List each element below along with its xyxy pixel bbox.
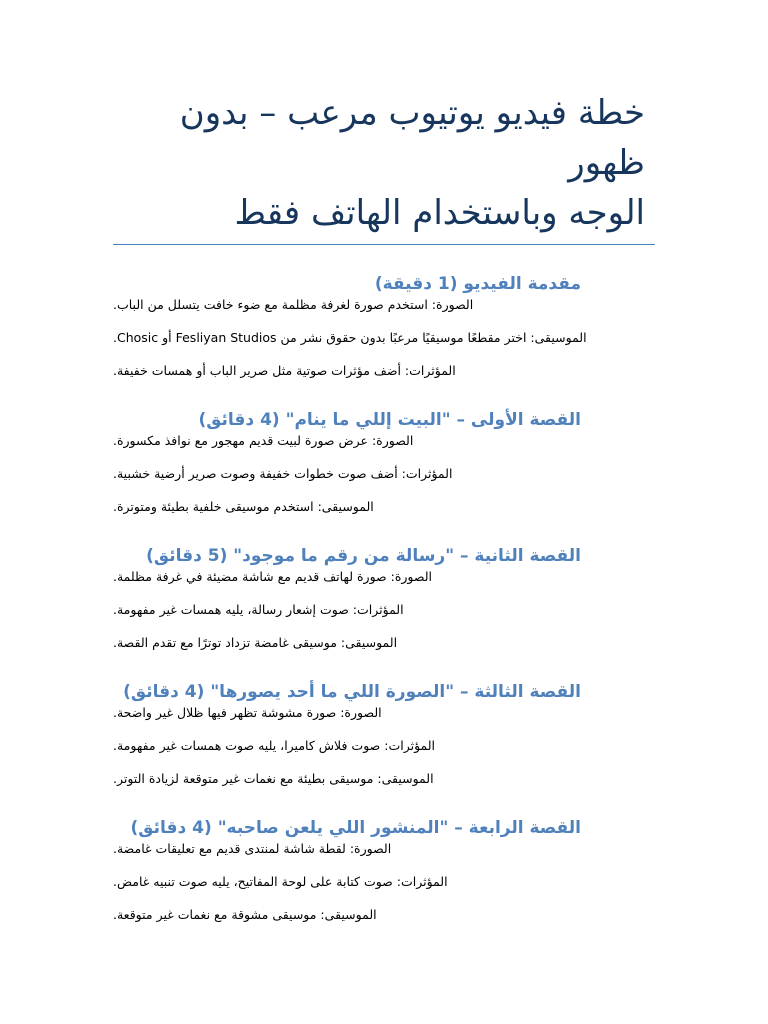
document-title bbox=[113, 0, 655, 238]
section-line-music: الموسيقى: موسيقى غامضة تزداد توترًا مع تقدم القصة. bbox=[113, 635, 398, 650]
section-heading: القصة الثانية – "رسالة من رقم ما موجود" (5 دقائق) bbox=[146, 546, 581, 566]
section-story-2 bbox=[113, 545, 655, 651]
title-divider bbox=[113, 244, 655, 245]
section-story-1 bbox=[113, 409, 655, 515]
section-story-3 bbox=[113, 681, 655, 787]
section-heading: مقدمة الفيديو (1 دقيقة) bbox=[374, 274, 581, 294]
section-line-effects: المؤثرات: صوت كتابة على لوحة المفاتيح، يليه صوت تنبيه غامض. bbox=[113, 874, 448, 889]
section-heading: القصة الرابعة – "المنشور اللي يلعن صاحبه" (4 دقائق) bbox=[130, 818, 581, 838]
section-line-image: الصورة: عرض صورة لبيت قديم مهجور مع نوافذ مكسورة. bbox=[113, 433, 414, 448]
section-line-music: الموسيقى: موسيقى مشوقة مع نغمات غير متوقعة. bbox=[113, 907, 377, 922]
section-line-music: الموسيقى: استخدم موسيقى خلفية بطيئة ومتوترة. bbox=[113, 499, 374, 514]
section-line-image: الصورة: صورة مشوشة تظهر فيها ظلال غير واضحة. bbox=[113, 705, 382, 720]
section-line-image: الصورة: استخدم صورة لغرفة مظلمة مع ضوء خافت يتسلل من الباب. bbox=[113, 297, 474, 312]
section-line-image: الصورة: لقطة شاشة لمنتدى قديم مع تعليقات غامضة. bbox=[113, 841, 392, 856]
section-line-music: الموسيقى: اختر مقطعًا موسيقيًا مرعبًا بدون حقوق نشر من Fesliyan Studios أو Chosic. bbox=[113, 330, 587, 345]
section-line-music: الموسيقى: موسيقى بطيئة مع نغمات غير متوقعة لزيادة التوتر. bbox=[113, 771, 434, 786]
section-line-image: الصورة: صورة لهاتف قديم مع شاشة مضيئة في غرفة مظلمة. bbox=[113, 569, 433, 584]
section-line-effects: المؤثرات: أضف مؤثرات صوتية مثل صرير الباب أو همسات خفيفة. bbox=[113, 363, 456, 378]
document-page bbox=[113, 0, 655, 923]
section-heading: القصة الثالثة – "الصورة اللي ما أحد يصورها" (4 دقائق) bbox=[123, 682, 581, 702]
section-line-effects: المؤثرات: أضف صوت خطوات خفيفة وصوت صرير أرضية خشبية. bbox=[113, 466, 453, 481]
section-line-effects: المؤثرات: صوت إشعار رسالة، يليه همسات غير مفهومة. bbox=[113, 602, 404, 617]
section-line-effects: المؤثرات: صوت فلاش كاميرا، يليه صوت همسات غير مفهومة. bbox=[113, 738, 436, 753]
document-title-line-1: خطة فيديو يوتيوب مرعب – بدون ظهور bbox=[179, 93, 645, 183]
document-title-line-2: الوجه وباستخدام الهاتف فقط bbox=[234, 193, 645, 233]
section-heading: القصة الأولى – "البيت إللي ما ينام" (4 دقائق) bbox=[198, 410, 581, 430]
section-story-4 bbox=[113, 817, 655, 923]
section-intro bbox=[113, 273, 655, 379]
